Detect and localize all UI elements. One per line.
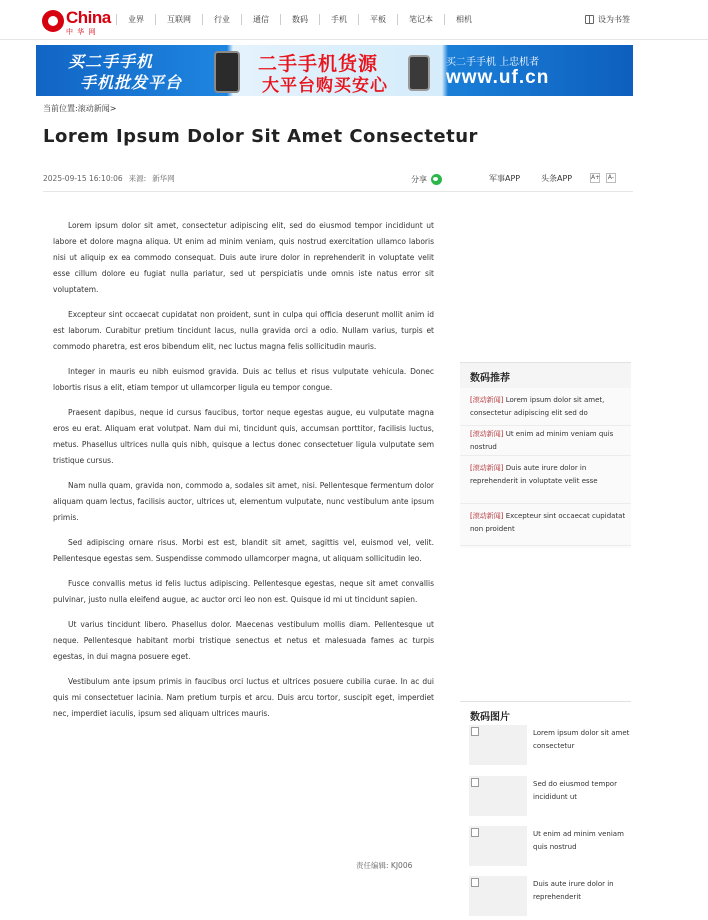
logo-sub: 中 华 网 <box>66 28 97 36</box>
phone-image-2 <box>408 55 430 91</box>
page-title: Lorem Ipsum Dolor Sit Amet Consectetur <box>43 126 478 147</box>
phone-image <box>214 51 240 93</box>
wechat-icon <box>431 174 442 185</box>
article-paragraph: Nam nulla quam, gravida non, commodo a, sodales sit amet, nisi. Pellentesque fermentum dolor aliquam quam lectus, facilisis auctor, ultrices ut, elementum vulputate, nunc vestibulum ante ipsum primis. <box>53 481 434 522</box>
item-text: Ut enim ad minim veniam quis nostrud <box>470 430 614 451</box>
article-paragraph: Vestibulum ante ipsum primis in faucibus orci luctus et ultrices posuere cubilia curae. In ac dui quis mi consectetuer lacinia. Nam pretium turpis et arcu. Duis arcu tortor, suscipit eget, imperdiet nec, imperdiet iaculis, ipsum sed aliquam ultrices mauris. <box>53 677 434 718</box>
item-text: Duis aute irure dolor in reprehenderit in voluptate velit esse <box>470 464 598 485</box>
banner-text-1: 买二手手机 <box>68 54 154 71</box>
bookmark-icon <box>585 15 594 24</box>
headline-app-link[interactable]: 头条APP <box>541 174 573 183</box>
item-text: Excepteur sint occaecat cupidatat non proident <box>470 512 626 533</box>
banner-text-3: 二手手机货源 <box>258 54 379 75</box>
font-decrease-button[interactable]: A- <box>607 174 615 181</box>
font-increase-button[interactable]: A+ <box>591 174 601 181</box>
nav-item-internet[interactable]: 互联网 <box>155 14 202 25</box>
banner-text-5: 买二手手机 上忠机者 <box>446 57 540 68</box>
list-item[interactable] <box>460 392 631 426</box>
article-paragraph: Integer in mauris eu nibh euismod gravida. Duis ac tellus et risus vulputate vehicula. Donec lobortis risus a elit, etiam tempor ut ullamcorper ligula eu tempor congue. <box>53 367 434 392</box>
logo-mark-icon <box>42 10 64 32</box>
responsible-editor <box>356 860 412 871</box>
article-paragraph: Fusce convallis metus id felis luctus adipiscing. Pellentesque egestas, neque sit amet convallis pulvinar, justo nulla eleifend augue, ac auctor orci leo non est. Quisque id mi ut tincidunt sapien. <box>53 579 434 604</box>
channel-nav <box>116 14 483 25</box>
nav-item-laptop[interactable]: 笔记本 <box>397 14 444 25</box>
editor-label: 责任编辑: <box>356 861 389 870</box>
item-source: [滚动新闻] <box>470 396 504 404</box>
top-navigation-bar <box>0 0 708 40</box>
nav-item-telecom[interactable]: 通信 <box>241 14 280 25</box>
item-source: [滚动新闻] <box>470 464 504 472</box>
bookmark-link[interactable] <box>585 14 630 25</box>
image-item[interactable] <box>469 876 631 920</box>
nav-item-camera[interactable]: 相机 <box>444 14 483 25</box>
article-body <box>53 218 434 731</box>
image-caption: Sed do eiusmod tempor incididunt ut <box>533 780 617 801</box>
editor-value: KJ006 <box>390 861 413 870</box>
image-item[interactable] <box>469 826 631 870</box>
military-app-link[interactable]: 军事APP <box>489 174 521 183</box>
breadcrumb-link[interactable]: 滚动新闻 <box>77 104 110 113</box>
share-label: 分享 <box>411 175 427 184</box>
article-paragraph: Ut varius tincidunt libero. Phasellus dolor. Maecenas vestibulum mollis diam. Pellentesque ut neque. Pellentesque habitant morbi tristique senectus et netus et malesuada fames ac turpis egestas, in dui magna posuere eget. <box>53 620 434 661</box>
china-com-logo[interactable] <box>42 8 112 36</box>
banner-text-2: 手机批发平台 <box>80 75 183 92</box>
breadcrumb <box>43 103 116 114</box>
image-item[interactable] <box>469 725 631 769</box>
nav-item-phone[interactable]: 手机 <box>319 14 358 25</box>
bookmark-label: 设为书签 <box>598 15 630 24</box>
article-paragraph: Excepteur sint occaecat cupidatat non proident, sunt in culpa qui officia deserunt mollit anim id est laborum. Curabitur pretium tincidunt lacus, nulla gravida orci a odio. Nullam varius, turpis et commodo pharetra, est eros bibendum elit, nec luctus magna felis sollicitudin mauris. <box>53 310 434 351</box>
banner-text-4: 大平台购买安心 <box>262 76 388 95</box>
item-text: Lorem ipsum dolor sit amet, consectetur adipiscing elit sed do <box>470 396 605 417</box>
digital-images-heading: 数码图片 <box>460 701 631 727</box>
item-source: [滚动新闻] <box>470 430 504 438</box>
image-caption: Ut enim ad minim veniam quis nostrud <box>533 830 624 851</box>
broken-image-icon <box>469 725 527 765</box>
logo-word: China <box>66 8 111 27</box>
nav-item-digital[interactable]: 数码 <box>280 14 319 25</box>
breadcrumb-sep: > <box>109 104 117 113</box>
broken-image-icon <box>469 876 527 916</box>
meta-divider <box>43 191 633 192</box>
nav-item-industry[interactable]: 业界 <box>116 14 155 25</box>
item-source: [滚动新闻] <box>470 512 504 520</box>
ad-banner[interactable] <box>36 45 633 96</box>
list-item[interactable] <box>460 460 631 504</box>
broken-image-icon <box>469 776 527 816</box>
source-name: 新华网 <box>152 174 175 183</box>
image-caption: Duis aute irure dolor in reprehenderit <box>533 880 614 901</box>
nav-item-sector[interactable]: 行业 <box>202 14 241 25</box>
article-paragraph: Lorem ipsum dolor sit amet, consectetur adipiscing elit, sed do eiusmod tempor incididunt ut labore et dolore magna aliqua. Ut enim ad minim veniam, quis nostrud exercitation ullamco laboris nisi ut aliquip ex ea commodo consequat. Duis aute irure dolor in reprehenderit in voluptate velit esse cillum dolore eu fugiat nulla pariatur, sed ut perspiciatis unde omnis iste natus error sit voluptatem. <box>53 221 434 294</box>
image-caption: Lorem ipsum dolor sit amet consectetur <box>533 729 630 750</box>
list-item[interactable] <box>460 508 631 546</box>
nav-item-tablet[interactable]: 平板 <box>358 14 397 25</box>
article-paragraph: Praesent dapibus, neque id cursus faucibus, tortor neque egestas augue, eu vulputate magna eros eu erat. Aliquam erat volutpat. Nam dui mi, tincidunt quis, accumsan porttitor, facilisis luctus, metus. Phasellus ultrices nulla quis nibh, quisque a lectus donec consectetuer ligula vulputate sem tristique cursus. <box>53 408 434 465</box>
image-item[interactable] <box>469 776 631 820</box>
list-item[interactable] <box>460 426 631 456</box>
article-meta <box>43 173 181 184</box>
article-paragraph: Sed adipiscing ornare risus. Morbi est est, blandit sit amet, sagittis vel, euismod vel, velit. Pellentesque egestas sem. Suspendisse commodo ullamcorper magna, ut aliquam sollicitudin leo. <box>53 538 434 563</box>
banner-url: www.uf.cn <box>446 67 550 88</box>
broken-image-icon <box>469 826 527 866</box>
breadcrumb-prefix: 当前位置: <box>43 104 78 113</box>
share-button[interactable] <box>411 174 442 185</box>
publish-date: 2025-09-15 16:10:06 <box>43 174 123 183</box>
source-label: 来源: <box>128 174 147 183</box>
digital-recommend-heading: 数码推荐 <box>460 362 631 388</box>
